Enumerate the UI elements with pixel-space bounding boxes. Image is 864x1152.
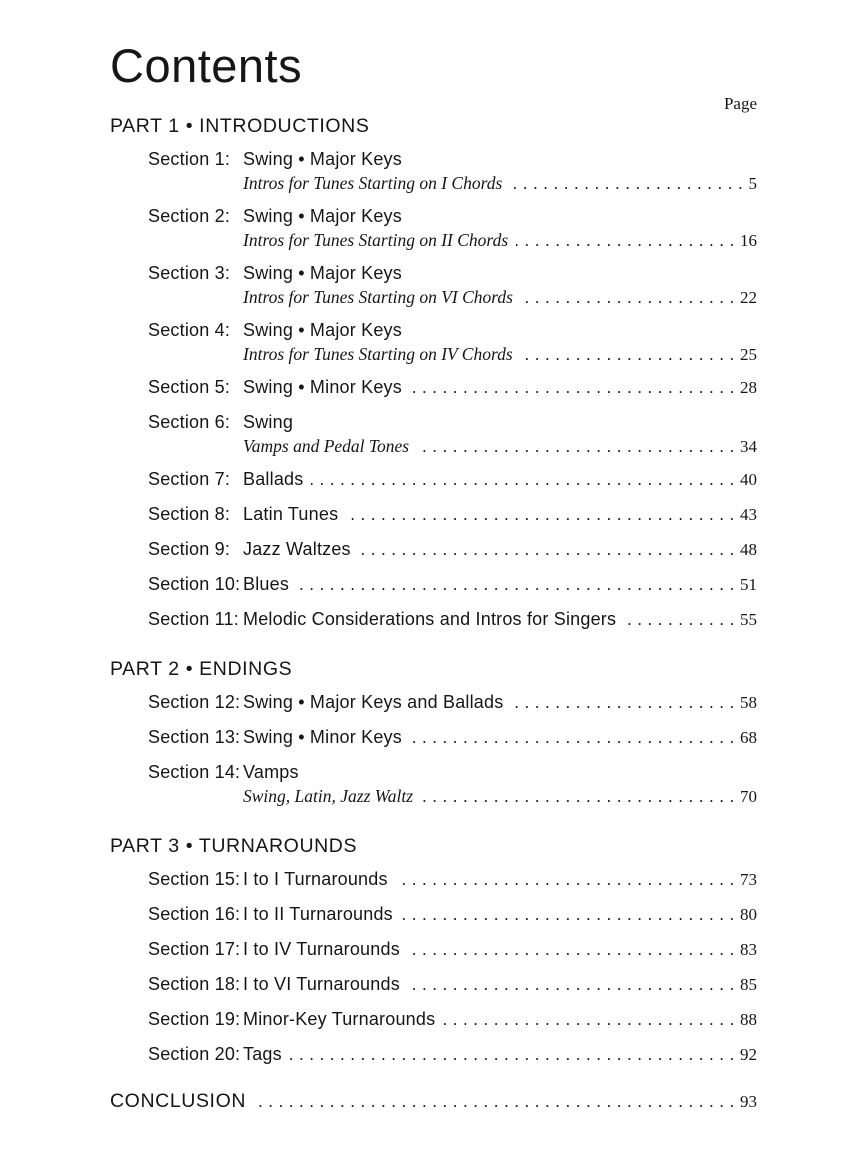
entry-page-number: 73: [740, 870, 757, 889]
entry-title: Jazz Waltzes: [243, 539, 351, 559]
entry-title: I to I Turnarounds: [243, 869, 388, 889]
entry-section-label: Section 6:: [148, 412, 231, 432]
toc-entry-row: [148, 1008, 757, 1031]
toc-entry: [148, 938, 757, 961]
toc-entry-row: [148, 691, 757, 714]
part-heading: PART 1 • INTRODUCTIONS: [110, 115, 370, 137]
entry-page-number: 85: [740, 975, 757, 994]
toc-entry-row: [148, 538, 757, 561]
entry-subtitle: Intros for Tunes Starting on I Chords: [243, 173, 503, 193]
dot-leader: [443, 1009, 740, 1031]
entry-title: Minor-Key Turnarounds: [243, 1009, 436, 1029]
dot-leader: [516, 230, 740, 252]
toc-entry-row: [148, 503, 757, 526]
entry-title: Swing • Major Keys and Ballads: [243, 692, 504, 712]
dot-leader: [254, 1091, 740, 1113]
toc-entry: [148, 1008, 757, 1031]
entry-title: Swing • Minor Keys: [243, 377, 402, 397]
entry-title: Swing • Major Keys: [243, 149, 402, 169]
entry-section-label: Section 7:: [148, 469, 231, 489]
toc-entry: [148, 761, 757, 808]
entry-page-number: 88: [740, 1010, 757, 1029]
toc-entry: [148, 973, 757, 996]
part-heading: PART 2 • ENDINGS: [110, 658, 293, 680]
toc-entry-row: [148, 938, 757, 961]
entry-page-number: 68: [740, 728, 757, 747]
entry-section-label: Section 18:: [148, 974, 241, 994]
toc-entry-subtitle-row: [148, 229, 757, 252]
entry-title: Latin Tunes: [243, 504, 339, 524]
toc-entry: [148, 691, 757, 714]
toc-entry: [148, 608, 757, 631]
conclusion-page-number: 93: [740, 1092, 757, 1111]
dot-leader: [359, 539, 740, 561]
toc-entry-row: [148, 573, 757, 596]
toc-entry-row: [148, 262, 757, 284]
part-heading: PART 3 • TURNAROUNDS: [110, 835, 358, 857]
toc-entry-row: [148, 411, 757, 433]
toc-entry-row: [148, 1043, 757, 1066]
toc-entry-row: [148, 973, 757, 996]
toc-entry: [148, 468, 757, 491]
toc-entry: [148, 726, 757, 749]
entry-page-number: 40: [740, 470, 757, 489]
dot-leader: [510, 173, 748, 195]
part-entries: [148, 691, 757, 808]
entry-title: Swing • Minor Keys: [243, 727, 402, 747]
toc-entry: [148, 503, 757, 526]
entry-title: Swing: [243, 412, 294, 432]
entry-title: Vamps: [243, 762, 299, 782]
entry-title: Swing • Major Keys: [243, 320, 402, 340]
entry-title: I to VI Turnarounds: [243, 974, 400, 994]
dot-leader: [521, 344, 740, 366]
entry-page-number: 22: [740, 288, 757, 307]
entry-page-number: 58: [740, 693, 757, 712]
dot-leader: [346, 504, 740, 526]
toc-entry: [148, 1043, 757, 1066]
entry-section-label: Section 15:: [148, 869, 241, 889]
conclusion-row: [110, 1090, 757, 1113]
toc-entry: [148, 538, 757, 561]
entry-title: Blues: [243, 574, 290, 594]
entry-title: I to II Turnarounds: [243, 904, 393, 924]
entry-title: Melodic Considerations and Intros for Singers: [243, 609, 617, 629]
entry-section-label: Section 2:: [148, 206, 231, 226]
toc-entry-row: [148, 868, 757, 891]
toc-part: [110, 659, 757, 808]
toc-entry: [148, 903, 757, 926]
entry-subtitle: Swing, Latin, Jazz Waltz: [243, 786, 414, 806]
entry-page-number: 34: [740, 437, 757, 456]
toc-part: [110, 836, 757, 1066]
dot-leader: [417, 436, 740, 458]
entry-page-number: 70: [740, 787, 757, 806]
toc-entry-row: [148, 205, 757, 227]
dot-leader: [421, 786, 740, 808]
conclusion-label: CONCLUSION: [110, 1090, 247, 1112]
part-entries: [148, 868, 757, 1066]
dot-leader: [311, 469, 740, 491]
toc-part: [110, 116, 757, 631]
entry-section-label: Section 12:: [148, 692, 241, 712]
entry-section-label: Section 4:: [148, 320, 231, 340]
entry-section-label: Section 10:: [148, 574, 241, 594]
entry-section-label: Section 13:: [148, 727, 241, 747]
entry-subtitle: Intros for Tunes Starting on IV Chords: [243, 344, 513, 364]
dot-leader: [401, 904, 740, 926]
entry-title: I to IV Turnarounds: [243, 939, 400, 959]
entry-page-number: 51: [740, 575, 757, 594]
toc-entry-row: [148, 761, 757, 783]
entry-section-label: Section 14:: [148, 762, 241, 782]
toc-entry: [148, 262, 757, 309]
toc-entry-row: [148, 148, 757, 170]
dot-leader: [408, 974, 740, 996]
entry-section-label: Section 19:: [148, 1009, 241, 1029]
entry-page-number: 48: [740, 540, 757, 559]
entry-section-label: Section 5:: [148, 377, 231, 397]
toc-entry: [148, 319, 757, 366]
entry-title: Ballads: [243, 469, 304, 489]
toc-entry-row: [148, 468, 757, 491]
dot-leader: [410, 377, 740, 399]
toc-entry-subtitle-row: [148, 435, 757, 458]
entry-page-number: 5: [748, 174, 757, 193]
entry-title: Swing • Major Keys: [243, 206, 402, 226]
entry-page-number: 28: [740, 378, 757, 397]
entry-section-label: Section 9:: [148, 539, 231, 559]
dot-leader: [297, 574, 740, 596]
toc-entry: [148, 411, 757, 458]
dot-leader: [624, 609, 740, 631]
entry-section-label: Section 3:: [148, 263, 231, 283]
toc-entry: [148, 868, 757, 891]
entry-title: Tags: [243, 1044, 282, 1064]
toc-entry: [148, 148, 757, 195]
entry-section-label: Section 17:: [148, 939, 241, 959]
entry-subtitle: Intros for Tunes Starting on II Chords: [243, 230, 509, 250]
dot-leader: [290, 1044, 740, 1066]
entry-page-number: 25: [740, 345, 757, 364]
entry-page-number: 55: [740, 610, 757, 629]
toc-entry-subtitle-row: [148, 172, 757, 195]
entry-page-number: 92: [740, 1045, 757, 1064]
toc-entry-row: [148, 608, 757, 631]
entry-page-number: 16: [740, 231, 757, 250]
dot-leader: [521, 287, 740, 309]
entry-title: Swing • Major Keys: [243, 263, 402, 283]
entry-section-label: Section 16:: [148, 904, 241, 924]
dot-leader: [511, 692, 740, 714]
dot-leader: [396, 869, 740, 891]
toc-entry-subtitle-row: [148, 343, 757, 366]
toc-entry-row: [148, 903, 757, 926]
table-of-contents: [110, 116, 757, 1066]
toc-entry: [148, 376, 757, 399]
toc-entry-subtitle-row: [148, 785, 757, 808]
toc-entry-row: [148, 726, 757, 749]
toc-entry-row: [148, 376, 757, 399]
toc-entry: [148, 573, 757, 596]
toc-entry-row: [148, 319, 757, 341]
page-title: Contents: [110, 39, 303, 92]
part-entries: [148, 148, 757, 631]
dot-leader: [408, 939, 740, 961]
toc-entry: [148, 205, 757, 252]
page-column-label: Page: [723, 94, 757, 113]
entry-page-number: 83: [740, 940, 757, 959]
entry-section-label: Section 1:: [148, 149, 231, 169]
entry-page-number: 80: [740, 905, 757, 924]
entry-section-label: Section 20:: [148, 1044, 241, 1064]
entry-section-label: Section 8:: [148, 504, 231, 524]
dot-leader: [410, 727, 740, 749]
entry-subtitle: Vamps and Pedal Tones: [243, 436, 410, 456]
toc-entry-subtitle-row: [148, 286, 757, 309]
entry-subtitle: Intros for Tunes Starting on VI Chords: [243, 287, 513, 307]
entry-page-number: 43: [740, 505, 757, 524]
entry-section-label: Section 11:: [148, 609, 239, 629]
